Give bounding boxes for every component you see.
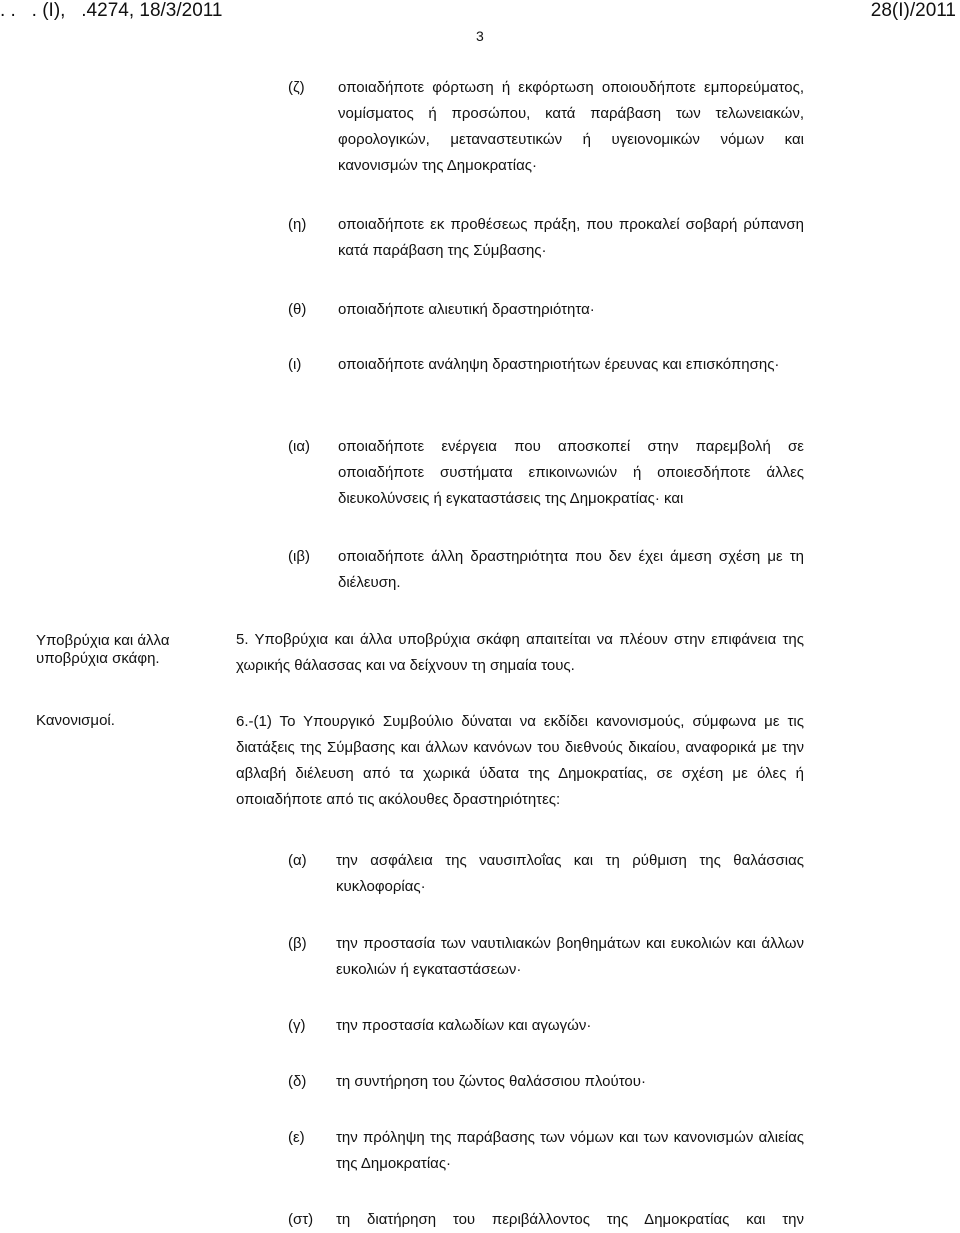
item-text: την προστασία των ναυτιλιακών βοηθημάτων και ευκολιών και άλλων ευκολιών ή εγκαταστάσεων· — [336, 935, 804, 978]
item-letter: (ε) — [288, 1129, 305, 1146]
item-letter: (ιβ) — [288, 548, 310, 565]
item-letter: (ζ) — [288, 79, 305, 96]
item-text: οποιαδήποτε ανάληψη δραστηριοτήτων έρευνας και επισκόπησης· — [338, 356, 780, 373]
item-text: οποιαδήποτε φόρτωση ή εκφόρτωση οποιουδήποτε εμπορεύματος, νομίσματος ή προσώπου, κατά παράβαση των τελωνειακών, φορολογικών, μεταναστευτικών ή υγειονομικών νόμων και κανονισμών της Δημοκρατίας· — [338, 79, 804, 174]
item-text: τη διατήρηση του περιβάλλοντος της Δημοκρατίας και την — [336, 1211, 804, 1228]
item-text: οποιαδήποτε ενέργεια που αποσκοπεί στην παρεμβολή σε οποιαδήποτε συστήματα επικοινωνιών ή οποιεσδήποτε άλλες διευκολύνσεις ή εγκαταστάσεις της Δημοκρατίας· και — [338, 438, 804, 507]
item-letter: (δ) — [288, 1073, 307, 1090]
item-letter: (α) — [288, 852, 307, 869]
item-text: οποιαδήποτε άλλη δραστηριότητα που δεν έχει άμεση σχέση με τη διέλευση. — [338, 548, 804, 591]
item-letter: (ια) — [288, 438, 310, 455]
item-text: οποιαδήποτε εκ προθέσεως πράξη, που προκαλεί σοβαρή ρύπανση κατά παράβαση της Σύμβασης· — [338, 216, 804, 259]
header-law-number: 28(Ι)/2011 — [870, 0, 956, 21]
section-5-text: 5. Υποβρύχια και άλλα υποβρύχια σκάφη απαιτείται να πλέουν στην επιφάνεια της χωρικής θάλασσας και να δείχνουν τη σημαία τους. — [236, 631, 804, 674]
item-letter: (ι) — [288, 356, 302, 373]
item-text: την πρόληψη της παράβασης των νόμων και των κανονισμών αλιείας της Δημοκρατίας· — [336, 1129, 804, 1172]
item-letter: (θ) — [288, 301, 307, 318]
item-text: την ασφάλεια της ναυσιπλοΐας και τη ρύθμιση της θαλάσσιας κυκλοφορίας· — [336, 852, 804, 895]
header-gazette-reference: . . . (Ι), .4274, 18/3/2011 — [0, 0, 223, 21]
margin-note-submarines: Υποβρύχια και άλλα υποβρύχια σκάφη. — [36, 632, 170, 667]
page-number: 3 — [476, 28, 484, 44]
item-text: τη συντήρηση του ζώντος θαλάσσιου πλούτου· — [336, 1073, 646, 1090]
item-text: την προστασία καλωδίων και αγωγών· — [336, 1017, 592, 1034]
item-text: οποιαδήποτε αλιευτική δραστηριότητα· — [338, 301, 595, 318]
item-letter: (η) — [288, 216, 307, 233]
item-letter: (στ) — [288, 1211, 314, 1228]
margin-note-regulations: Κανονισμοί. — [36, 712, 115, 729]
section-6-text: 6.-(1) Το Υπουργικό Συμβούλιο δύναται να εκδίδει κανονισμούς, σύμφωνα με τις διατάξεις της Σύμβασης και άλλων κανόνων του διεθνούς δικαίου, αναφορικά με την αβλαβή διέλευση από τα χωρικά ύδατα της Δημοκρατίας, σε σχέση με όλες ή οποιαδήποτε από τις ακόλουθες δραστηριότητες: — [236, 713, 804, 808]
item-letter: (γ) — [288, 1017, 306, 1034]
item-letter: (β) — [288, 935, 307, 952]
